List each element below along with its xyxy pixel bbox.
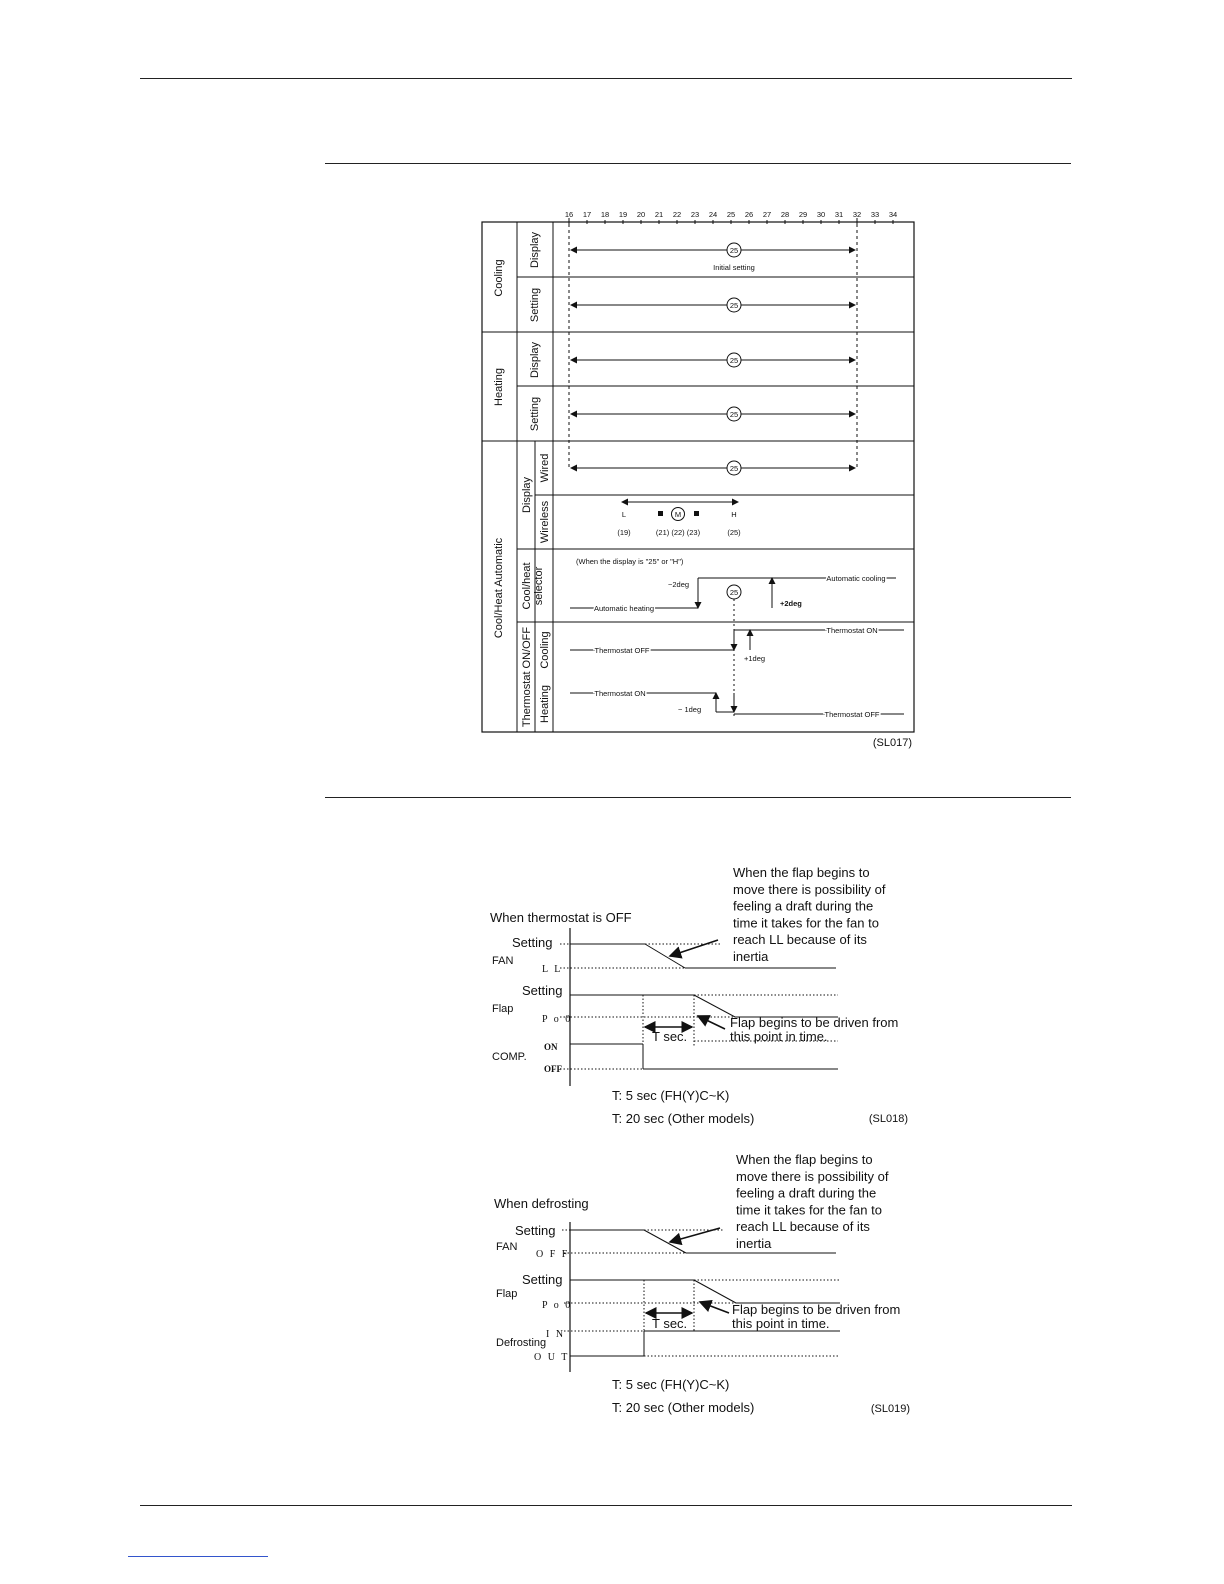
- label-thermostat-onoff: Thermostat ON/OFF: [521, 626, 533, 728]
- annotation-line: reach LL because of its: [736, 1219, 870, 1235]
- footer-rule: [140, 1505, 1072, 1506]
- annotation-line: move there is possibility of: [736, 1168, 889, 1184]
- t-line-1: T: 5 sec (FH(Y)C~K): [612, 1088, 730, 1103]
- thermostat-off-timing-chart: [480, 860, 920, 1130]
- annotation-line: When the flap begins to: [733, 865, 870, 880]
- in-label: I N: [546, 1329, 566, 1340]
- annotation-text: [736, 1152, 889, 1251]
- thermo-off-label: Thermostat OFF: [594, 646, 650, 655]
- po0-label: P o 0: [542, 1300, 573, 1311]
- annotation-line: time it takes for the fan to: [736, 1202, 882, 1218]
- annotation-line: move there is possibility of: [733, 881, 886, 897]
- label-cooling-setting: Setting: [529, 287, 541, 323]
- label-cooling-display: Display: [529, 231, 541, 269]
- po0-label: P o 0: [542, 1014, 573, 1025]
- wireless-19: (19): [617, 528, 631, 537]
- annotation-text: [733, 865, 886, 964]
- thermo-on-heat-label: Thermostat ON: [594, 689, 646, 698]
- t-line-2: T: 20 sec (Other models): [612, 1111, 755, 1126]
- section-rule-1: [325, 163, 1071, 164]
- axis-tick-label: 31: [834, 210, 844, 219]
- chart1-code: (SL017): [872, 737, 912, 749]
- defrosting-label: Defrosting: [496, 1337, 547, 1349]
- chart3-code: (SL019): [870, 1403, 910, 1415]
- wireless-21-23: (21) (22) (23): [655, 528, 701, 537]
- wireless-M: M: [674, 510, 682, 519]
- axis-tick-label: 17: [582, 210, 592, 219]
- circle-value: 25: [729, 356, 739, 365]
- section-rule-2: [325, 797, 1071, 798]
- tsec-label: T sec.: [652, 1029, 688, 1044]
- thermostat-heating-row: [570, 689, 904, 719]
- circle-value: 25: [729, 301, 739, 310]
- label-cool-heat-selector: Cool/heatselector: [521, 562, 545, 610]
- label-heating-display: Display: [529, 341, 541, 379]
- axis-tick-label: 34: [888, 210, 898, 219]
- wireless-25: (25): [727, 528, 741, 537]
- label-cooling: Cooling: [493, 259, 505, 297]
- axis-tick-label: 27: [762, 210, 772, 219]
- out-label: O U T: [534, 1352, 570, 1363]
- axis-tick-label: 26: [744, 210, 754, 219]
- label-auto-display: Display: [521, 476, 533, 514]
- minus-1deg: − 1deg: [678, 705, 702, 714]
- fan-label: FAN: [496, 1241, 518, 1253]
- axis-tick-label: 32: [852, 210, 862, 219]
- flap-note-2: this point in time.: [732, 1316, 830, 1331]
- axis-tick-label: 28: [780, 210, 790, 219]
- flap-note-1: Flap begins to be driven from: [732, 1302, 901, 1317]
- axis-tick-label: 20: [636, 210, 646, 219]
- chart3-title: When defrosting: [494, 1196, 589, 1211]
- annotation-line: feeling a draft during the: [733, 898, 874, 914]
- auto-cooling-label: Automatic cooling: [826, 574, 886, 583]
- flap-note-2: this point in time.: [730, 1029, 828, 1044]
- axis-tick-label: 19: [618, 210, 628, 219]
- wireless-row: [617, 502, 741, 537]
- circle-value: 25: [729, 410, 739, 419]
- wireless-H: H: [731, 510, 737, 519]
- label-wireless: Wireless: [539, 500, 551, 544]
- axis-tick-label: 29: [798, 210, 808, 219]
- initial-setting-label: Initial setting: [713, 263, 755, 272]
- circle-value: 25: [729, 246, 739, 255]
- temperature-setting-diagram: [470, 200, 930, 760]
- label-heating-setting: Setting: [529, 396, 541, 432]
- ll-label: L L: [542, 964, 563, 975]
- annotation-line: reach LL because of its: [733, 932, 867, 948]
- selector-note: (When the display is "25" or "H"): [576, 557, 684, 566]
- axis-tick-label: 22: [672, 210, 682, 219]
- wireless-L: L: [621, 510, 627, 519]
- axis-tick-label: 18: [600, 210, 610, 219]
- auto-heating-label: Automatic heating: [593, 604, 655, 613]
- selector-circle-25: 25: [729, 588, 739, 597]
- label-wired: Wired: [539, 453, 551, 483]
- label-cool-heat-automatic: Cool/Heat Automatic: [493, 537, 505, 639]
- thermo-off-heat-label: Thermostat OFF: [824, 710, 880, 719]
- thermo-on-label: Thermostat ON: [826, 626, 878, 635]
- flap-label: Flap: [492, 1003, 514, 1015]
- header-rule: [140, 78, 1072, 79]
- axis-tick-label: 33: [870, 210, 880, 219]
- fan-label: FAN: [492, 955, 514, 967]
- label-heating: Heating: [493, 368, 505, 406]
- axis-tick-label: 21: [654, 210, 664, 219]
- axis-tick-label: 24: [708, 210, 718, 219]
- axis-tick-label: 23: [690, 210, 700, 219]
- annotation-line: inertia: [733, 949, 769, 964]
- axis-tick-label: 16: [564, 210, 574, 219]
- plus-1deg: +1deg: [744, 654, 766, 663]
- flap-setting-label: Setting: [522, 983, 563, 998]
- flap-setting-label: Setting: [522, 1272, 563, 1287]
- tsec-label: T sec.: [652, 1316, 688, 1331]
- label-thermostat-cooling: Cooling: [539, 631, 551, 669]
- fan-setting-label: Setting: [512, 935, 553, 950]
- comp-label: COMP.: [492, 1051, 527, 1063]
- label-thermostat-heating: Heating: [539, 685, 551, 723]
- minus-2deg: −2deg: [668, 580, 690, 589]
- annotation-line: feeling a draft during the: [736, 1185, 877, 1201]
- fan-off-label: O F F: [536, 1249, 570, 1260]
- axis-tick-label: 30: [816, 210, 826, 219]
- off-label: OFF: [544, 1064, 562, 1074]
- annotation-line: time it takes for the fan to: [733, 915, 879, 931]
- plus-2deg: +2deg: [780, 599, 802, 608]
- circle-value: 25: [729, 464, 739, 473]
- thermostat-cooling-row: [570, 626, 904, 663]
- t-line-1: T: 5 sec (FH(Y)C~K): [612, 1377, 730, 1392]
- range-arrows: [571, 243, 855, 475]
- chart2-code: (SL018): [868, 1113, 908, 1125]
- axis-tick-label: 25: [726, 210, 736, 219]
- defrosting-timing-chart: [484, 1148, 924, 1420]
- footer-link-underline[interactable]: [128, 1556, 268, 1557]
- flap-label: Flap: [496, 1288, 518, 1300]
- chart2-title: When thermostat is OFF: [490, 910, 632, 925]
- annotation-line: inertia: [736, 1236, 772, 1251]
- annotation-line: When the flap begins to: [736, 1152, 873, 1167]
- flap-note-1: Flap begins to be driven from: [730, 1015, 899, 1030]
- fan-setting-label: Setting: [515, 1223, 556, 1238]
- on-label: ON: [544, 1042, 558, 1052]
- t-line-2: T: 20 sec (Other models): [612, 1400, 755, 1415]
